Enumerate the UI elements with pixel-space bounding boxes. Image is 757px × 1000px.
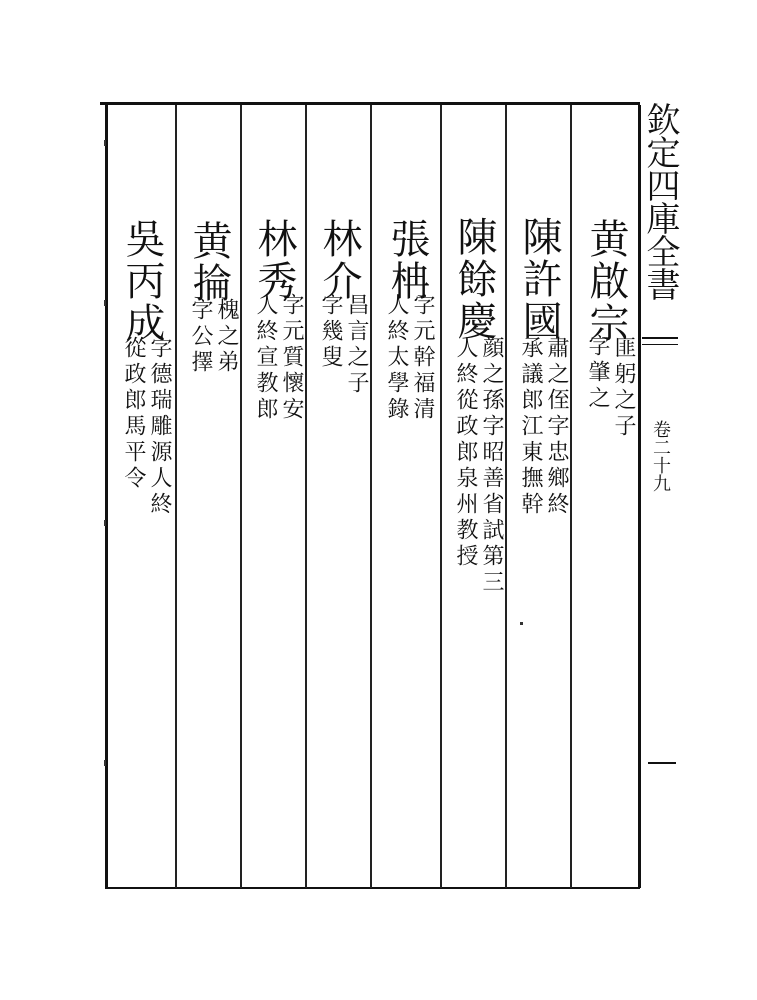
person-name: 黄掄 [186,220,232,304]
column-rule [570,105,572,888]
note-left: 人終從政郎泉州教授 [453,336,478,570]
scan-speck [520,622,523,625]
person-name: 陳餘慶 [451,216,497,342]
entry-column [242,108,304,878]
note-left: 字幾叟 [318,293,343,371]
person-name: 林介 [316,218,362,302]
entry-column [108,108,172,878]
note-left: 承議郎江東撫幹 [518,336,543,518]
note-right: 顔之孫字昭善省試第三 [479,336,504,596]
note-right: 字元幹福清 [410,293,435,423]
note-right: 昌言之子 [344,293,369,397]
note-right: 字元質懷安 [279,293,304,423]
entry-column [373,108,437,878]
entry-column [177,108,239,878]
scan-speck [104,140,106,146]
volume-number: 卷二十九 [650,420,671,492]
book-title: 欽定四庫全書 [640,102,680,300]
entry-column [442,108,504,878]
bottom-frame-line [105,887,640,889]
column-rule [370,105,372,888]
scan-speck [104,300,106,306]
scan-speck [104,520,106,526]
person-name: 陳許國 [516,216,562,342]
entry-column [574,108,636,878]
person-name: 黄啟宗 [583,218,629,344]
note-left: 從政郎馬平令 [121,336,146,492]
entry-column [307,108,369,878]
person-name: 吳丙成 [119,218,165,344]
note-left: 人終宣教郎 [253,293,278,423]
entry-column [507,108,569,878]
person-name: 張柟 [384,218,430,302]
page-margin [640,102,680,889]
scan-speck [104,760,106,766]
note-right: 匪躬之子 [611,336,636,440]
note-right: 字德瑞雕源人終 [147,336,172,518]
note-left: 字公擇 [188,298,213,376]
note-left: 字肇之 [585,334,610,412]
note-right: 肅之侄字忠鄉終 [544,336,569,518]
note-right: 槐之弟 [214,298,239,376]
person-name: 林秀 [251,218,297,302]
margin-fish-tail-inner [642,344,678,345]
note-left: 人終太學錄 [384,293,409,423]
margin-fish-tail [642,337,678,339]
margin-mark [648,762,676,764]
